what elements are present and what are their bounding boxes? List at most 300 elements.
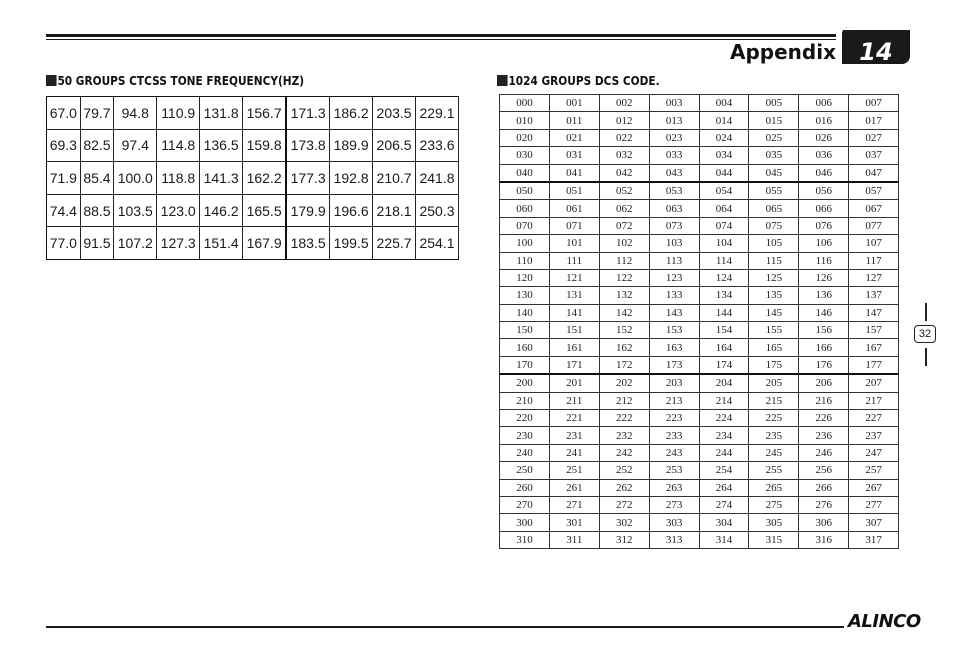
dcs-code-cell: 313: [649, 531, 699, 548]
dcs-code-cell: 221: [549, 410, 599, 427]
dcs-table-row: [500, 235, 899, 252]
dcs-code-cell: 062: [599, 200, 649, 217]
ctcss-frequency-cell: 199.5: [330, 227, 373, 260]
dcs-code-cell: 155: [749, 322, 799, 339]
dcs-code-cell: 315: [749, 531, 799, 548]
dcs-code-cell: 204: [699, 374, 749, 392]
dcs-code-cell: 150: [500, 322, 550, 339]
dcs-table-row: [500, 479, 899, 496]
dcs-code-cell: 042: [599, 164, 649, 182]
dcs-code-cell: 116: [799, 252, 849, 269]
dcs-table-row: [500, 147, 899, 164]
ctcss-frequency-cell: 79.7: [80, 97, 114, 130]
dcs-code-cell: 001: [549, 95, 599, 112]
dcs-code-cell: 206: [799, 374, 849, 392]
dcs-code-cell: 205: [749, 374, 799, 392]
dcs-code-cell: 224: [699, 410, 749, 427]
dcs-code-cell: 274: [699, 496, 749, 513]
ctcss-frequency-cell: 69.3: [47, 129, 81, 162]
dcs-code-cell: 253: [649, 462, 699, 479]
dcs-code-cell: 120: [500, 269, 550, 286]
dcs-code-cell: 075: [749, 217, 799, 234]
dcs-code-cell: 035: [749, 147, 799, 164]
dcs-code-table: [499, 94, 899, 549]
dcs-code-cell: 027: [849, 129, 899, 146]
dcs-code-cell: 236: [799, 427, 849, 444]
dcs-code-cell: 215: [749, 392, 799, 409]
dcs-code-cell: 271: [549, 496, 599, 513]
ctcss-frequency-cell: 110.9: [157, 97, 200, 130]
dcs-code-cell: 051: [549, 182, 599, 200]
dcs-code-cell: 317: [849, 531, 899, 548]
dcs-code-cell: 314: [699, 531, 749, 548]
dcs-code-cell: 234: [699, 427, 749, 444]
ctcss-frequency-cell: 203.5: [373, 97, 416, 130]
dcs-code-cell: 110: [500, 252, 550, 269]
dcs-code-cell: 114: [699, 252, 749, 269]
dcs-code-cell: 143: [649, 304, 699, 321]
ctcss-frequency-cell: 206.5: [373, 129, 416, 162]
dcs-code-cell: 007: [849, 95, 899, 112]
dcs-code-cell: 021: [549, 129, 599, 146]
dcs-code-cell: 177: [849, 356, 899, 374]
dcs-code-cell: 130: [500, 287, 550, 304]
dcs-code-cell: 157: [849, 322, 899, 339]
ctcss-table-row: [47, 162, 459, 195]
ctcss-frequency-cell: 173.8: [286, 129, 330, 162]
dcs-table-row: [500, 374, 899, 392]
ctcss-frequency-cell: 229.1: [416, 97, 459, 130]
dcs-code-cell: 244: [699, 444, 749, 461]
dcs-code-cell: 071: [549, 217, 599, 234]
dcs-code-cell: 165: [749, 339, 799, 356]
ctcss-frequency-cell: 167.9: [243, 227, 287, 260]
dcs-table-row: [500, 304, 899, 321]
dcs-code-cell: 245: [749, 444, 799, 461]
dcs-code-cell: 056: [799, 182, 849, 200]
dcs-code-cell: 064: [699, 200, 749, 217]
dcs-code-cell: 212: [599, 392, 649, 409]
dcs-table-row: [500, 95, 899, 112]
dcs-code-cell: 043: [649, 164, 699, 182]
dcs-code-cell: 134: [699, 287, 749, 304]
ctcss-frequency-cell: 177.3: [286, 162, 330, 195]
ctcss-frequency-cell: 179.9: [286, 194, 330, 227]
dcs-code-cell: 053: [649, 182, 699, 200]
dcs-code-cell: 304: [699, 514, 749, 531]
dcs-code-cell: 140: [500, 304, 550, 321]
dcs-code-cell: 222: [599, 410, 649, 427]
dcs-table-row: [500, 164, 899, 182]
ctcss-frequency-cell: 210.7: [373, 162, 416, 195]
ctcss-frequency-cell: 74.4: [47, 194, 81, 227]
dcs-code-cell: 117: [849, 252, 899, 269]
dcs-code-cell: 175: [749, 356, 799, 374]
ctcss-frequency-cell: 183.5: [286, 227, 330, 260]
dcs-code-cell: 261: [549, 479, 599, 496]
dcs-code-cell: 005: [749, 95, 799, 112]
dcs-code-cell: 252: [599, 462, 649, 479]
dcs-code-cell: 200: [500, 374, 550, 392]
dcs-code-cell: 050: [500, 182, 550, 200]
dcs-table-row: [500, 339, 899, 356]
dcs-code-cell: 105: [749, 235, 799, 252]
dcs-code-cell: 033: [649, 147, 699, 164]
dcs-code-cell: 003: [649, 95, 699, 112]
chapter-number-tab: 14: [842, 26, 910, 64]
ctcss-frequency-cell: 131.8: [200, 97, 243, 130]
dcs-code-cell: 164: [699, 339, 749, 356]
dcs-code-cell: 233: [649, 427, 699, 444]
dcs-code-cell: 136: [799, 287, 849, 304]
dcs-code-cell: 231: [549, 427, 599, 444]
ctcss-frequency-table: [46, 96, 459, 260]
dcs-code-cell: 123: [649, 269, 699, 286]
dcs-code-cell: 031: [549, 147, 599, 164]
side-marker-bottom: [925, 348, 927, 366]
dcs-code-cell: 213: [649, 392, 699, 409]
dcs-code-cell: 010: [500, 112, 550, 129]
dcs-code-cell: 002: [599, 95, 649, 112]
ctcss-frequency-cell: 196.6: [330, 194, 373, 227]
dcs-code-cell: 270: [500, 496, 550, 513]
dcs-code-cell: 263: [649, 479, 699, 496]
dcs-code-cell: 277: [849, 496, 899, 513]
dcs-table-row: [500, 217, 899, 234]
ctcss-frequency-cell: 156.7: [243, 97, 287, 130]
dcs-code-cell: 147: [849, 304, 899, 321]
ctcss-frequency-cell: 233.6: [416, 129, 459, 162]
dcs-code-cell: 000: [500, 95, 550, 112]
ctcss-frequency-cell: 97.4: [114, 129, 157, 162]
dcs-table-row: [500, 269, 899, 286]
dcs-code-cell: 063: [649, 200, 699, 217]
dcs-code-cell: 307: [849, 514, 899, 531]
dcs-code-cell: 104: [699, 235, 749, 252]
dcs-code-cell: 014: [699, 112, 749, 129]
ctcss-frequency-cell: 123.0: [157, 194, 200, 227]
dcs-code-cell: 303: [649, 514, 699, 531]
dcs-code-cell: 202: [599, 374, 649, 392]
dcs-code-cell: 302: [599, 514, 649, 531]
dcs-code-cell: 225: [749, 410, 799, 427]
ctcss-frequency-cell: 250.3: [416, 194, 459, 227]
dcs-code-cell: 020: [500, 129, 550, 146]
dcs-code-cell: 203: [649, 374, 699, 392]
dcs-code-cell: 306: [799, 514, 849, 531]
ctcss-frequency-cell: 71.9: [47, 162, 81, 195]
ctcss-frequency-cell: 171.3: [286, 97, 330, 130]
dcs-table-row: [500, 112, 899, 129]
dcs-table-row: [500, 252, 899, 269]
dcs-code-cell: 111: [549, 252, 599, 269]
dcs-code-cell: 275: [749, 496, 799, 513]
dcs-code-cell: 211: [549, 392, 599, 409]
dcs-table-row: [500, 444, 899, 461]
dcs-code-cell: 300: [500, 514, 550, 531]
dcs-code-cell: 142: [599, 304, 649, 321]
dcs-code-cell: 076: [799, 217, 849, 234]
dcs-code-cell: 024: [699, 129, 749, 146]
dcs-code-cell: 107: [849, 235, 899, 252]
dcs-code-cell: 061: [549, 200, 599, 217]
dcs-code-cell: 257: [849, 462, 899, 479]
dcs-code-cell: 113: [649, 252, 699, 269]
dcs-code-cell: 103: [649, 235, 699, 252]
dcs-table-row: [500, 410, 899, 427]
dcs-code-cell: 214: [699, 392, 749, 409]
page-title: Appendix: [730, 40, 836, 64]
dcs-code-cell: 162: [599, 339, 649, 356]
dcs-code-cell: 072: [599, 217, 649, 234]
ctcss-frequency-cell: 162.2: [243, 162, 287, 195]
dcs-code-cell: 017: [849, 112, 899, 129]
heading-square-icon: [497, 75, 508, 86]
dcs-code-cell: 015: [749, 112, 799, 129]
dcs-code-cell: 256: [799, 462, 849, 479]
dcs-table-row: [500, 182, 899, 200]
dcs-code-cell: 305: [749, 514, 799, 531]
dcs-heading-text: 1024 GROUPS DCS CODE.: [508, 74, 660, 88]
dcs-code-cell: 250: [500, 462, 550, 479]
dcs-code-cell: 067: [849, 200, 899, 217]
dcs-code-cell: 032: [599, 147, 649, 164]
ctcss-frequency-cell: 77.0: [47, 227, 81, 260]
dcs-code-cell: 060: [500, 200, 550, 217]
dcs-code-cell: 133: [649, 287, 699, 304]
dcs-code-cell: 034: [699, 147, 749, 164]
dcs-code-cell: 026: [799, 129, 849, 146]
dcs-code-cell: 301: [549, 514, 599, 531]
dcs-code-cell: 122: [599, 269, 649, 286]
ctcss-frequency-cell: 141.3: [200, 162, 243, 195]
dcs-code-cell: 223: [649, 410, 699, 427]
dcs-code-cell: 126: [799, 269, 849, 286]
dcs-code-cell: 311: [549, 531, 599, 548]
ctcss-table-row: [47, 227, 459, 260]
dcs-code-cell: 232: [599, 427, 649, 444]
ctcss-frequency-cell: 136.5: [200, 129, 243, 162]
ctcss-frequency-cell: 114.8: [157, 129, 200, 162]
dcs-table-row: [500, 322, 899, 339]
dcs-code-cell: 276: [799, 496, 849, 513]
dcs-code-cell: 112: [599, 252, 649, 269]
dcs-code-cell: 262: [599, 479, 649, 496]
dcs-code-cell: 125: [749, 269, 799, 286]
dcs-code-cell: 172: [599, 356, 649, 374]
dcs-code-cell: 260: [500, 479, 550, 496]
dcs-code-cell: 141: [549, 304, 599, 321]
ctcss-frequency-cell: 103.5: [114, 194, 157, 227]
ctcss-frequency-cell: 186.2: [330, 97, 373, 130]
dcs-code-cell: 054: [699, 182, 749, 200]
dcs-code-cell: 266: [799, 479, 849, 496]
dcs-code-cell: 057: [849, 182, 899, 200]
dcs-code-cell: 272: [599, 496, 649, 513]
ctcss-frequency-cell: 85.4: [80, 162, 114, 195]
ctcss-frequency-cell: 88.5: [80, 194, 114, 227]
side-marker-top: [925, 303, 927, 321]
dcs-code-cell: 255: [749, 462, 799, 479]
dcs-code-cell: 131: [549, 287, 599, 304]
dcs-code-cell: 254: [699, 462, 749, 479]
dcs-code-cell: 065: [749, 200, 799, 217]
dcs-code-cell: 106: [799, 235, 849, 252]
dcs-code-cell: 145: [749, 304, 799, 321]
dcs-code-cell: 265: [749, 479, 799, 496]
dcs-code-cell: 077: [849, 217, 899, 234]
heading-square-icon: [46, 75, 57, 86]
dcs-code-cell: 074: [699, 217, 749, 234]
dcs-code-cell: 316: [799, 531, 849, 548]
dcs-code-cell: 011: [549, 112, 599, 129]
ctcss-table-row: [47, 194, 459, 227]
dcs-table-row: [500, 462, 899, 479]
ctcss-frequency-cell: 91.5: [80, 227, 114, 260]
dcs-code-cell: 132: [599, 287, 649, 304]
dcs-table-row: [500, 287, 899, 304]
ctcss-frequency-cell: 189.9: [330, 129, 373, 162]
dcs-code-cell: 312: [599, 531, 649, 548]
dcs-code-cell: 115: [749, 252, 799, 269]
dcs-code-cell: 173: [649, 356, 699, 374]
dcs-code-cell: 161: [549, 339, 599, 356]
ctcss-frequency-cell: 107.2: [114, 227, 157, 260]
dcs-code-cell: 023: [649, 129, 699, 146]
dcs-code-cell: 066: [799, 200, 849, 217]
footer-rule: [46, 626, 844, 628]
dcs-code-cell: 153: [649, 322, 699, 339]
dcs-code-cell: 310: [500, 531, 550, 548]
dcs-code-cell: 264: [699, 479, 749, 496]
dcs-code-cell: 166: [799, 339, 849, 356]
dcs-code-cell: 242: [599, 444, 649, 461]
dcs-code-cell: 246: [799, 444, 849, 461]
dcs-code-cell: 013: [649, 112, 699, 129]
dcs-code-cell: 146: [799, 304, 849, 321]
dcs-code-cell: 241: [549, 444, 599, 461]
dcs-code-cell: 227: [849, 410, 899, 427]
ctcss-frequency-cell: 192.8: [330, 162, 373, 195]
dcs-code-cell: 243: [649, 444, 699, 461]
ctcss-frequency-cell: 218.1: [373, 194, 416, 227]
dcs-code-cell: 174: [699, 356, 749, 374]
dcs-table-row: [500, 531, 899, 548]
dcs-code-cell: 041: [549, 164, 599, 182]
ctcss-frequency-cell: 94.8: [114, 97, 157, 130]
dcs-code-cell: 121: [549, 269, 599, 286]
dcs-code-cell: 152: [599, 322, 649, 339]
dcs-code-cell: 167: [849, 339, 899, 356]
dcs-code-cell: 163: [649, 339, 699, 356]
ctcss-frequency-cell: 225.7: [373, 227, 416, 260]
dcs-code-cell: 100: [500, 235, 550, 252]
ctcss-frequency-cell: 118.8: [157, 162, 200, 195]
header-rule-thick: [46, 34, 836, 37]
dcs-code-cell: 237: [849, 427, 899, 444]
ctcss-frequency-cell: 165.5: [243, 194, 287, 227]
dcs-code-cell: 226: [799, 410, 849, 427]
dcs-table-row: [500, 392, 899, 409]
ctcss-frequency-cell: 151.4: [200, 227, 243, 260]
dcs-code-cell: 154: [699, 322, 749, 339]
dcs-code-cell: 135: [749, 287, 799, 304]
dcs-code-cell: 137: [849, 287, 899, 304]
dcs-code-cell: 217: [849, 392, 899, 409]
ctcss-frequency-cell: 82.5: [80, 129, 114, 162]
dcs-code-cell: 037: [849, 147, 899, 164]
dcs-table-row: [500, 496, 899, 513]
dcs-code-cell: 235: [749, 427, 799, 444]
ctcss-table-row: [47, 129, 459, 162]
dcs-code-cell: 047: [849, 164, 899, 182]
dcs-code-cell: 101: [549, 235, 599, 252]
dcs-code-cell: 176: [799, 356, 849, 374]
dcs-table-row: [500, 356, 899, 374]
dcs-code-cell: 030: [500, 147, 550, 164]
ctcss-frequency-cell: 100.0: [114, 162, 157, 195]
dcs-code-cell: 144: [699, 304, 749, 321]
dcs-code-cell: 045: [749, 164, 799, 182]
dcs-table-row: [500, 514, 899, 531]
dcs-code-cell: 044: [699, 164, 749, 182]
ctcss-frequency-cell: 127.3: [157, 227, 200, 260]
dcs-code-cell: 073: [649, 217, 699, 234]
page-number: 32: [914, 325, 936, 343]
dcs-code-cell: 022: [599, 129, 649, 146]
dcs-code-cell: 025: [749, 129, 799, 146]
ctcss-table-row: [47, 97, 459, 130]
ctcss-heading-text: 50 GROUPS CTCSS TONE FREQUENCY(HZ): [57, 74, 305, 88]
dcs-table-row: [500, 427, 899, 444]
dcs-code-cell: 230: [500, 427, 550, 444]
ctcss-frequency-cell: 254.1: [416, 227, 459, 260]
ctcss-frequency-cell: 67.0: [47, 97, 81, 130]
dcs-table-row: [500, 200, 899, 217]
dcs-code-cell: 216: [799, 392, 849, 409]
dcs-code-cell: 220: [500, 410, 550, 427]
dcs-table-row: [500, 129, 899, 146]
dcs-code-cell: 171: [549, 356, 599, 374]
brand-logo: ALINCO: [848, 611, 921, 632]
ctcss-section-heading: [46, 74, 304, 88]
dcs-code-cell: 102: [599, 235, 649, 252]
dcs-code-cell: 055: [749, 182, 799, 200]
dcs-code-cell: 151: [549, 322, 599, 339]
dcs-code-cell: 127: [849, 269, 899, 286]
dcs-code-cell: 124: [699, 269, 749, 286]
ctcss-frequency-cell: 146.2: [200, 194, 243, 227]
dcs-code-cell: 006: [799, 95, 849, 112]
dcs-code-cell: 156: [799, 322, 849, 339]
dcs-code-cell: 052: [599, 182, 649, 200]
ctcss-frequency-cell: 241.8: [416, 162, 459, 195]
dcs-code-cell: 251: [549, 462, 599, 479]
dcs-code-cell: 016: [799, 112, 849, 129]
dcs-code-cell: 267: [849, 479, 899, 496]
dcs-code-cell: 004: [699, 95, 749, 112]
ctcss-frequency-cell: 159.8: [243, 129, 287, 162]
dcs-code-cell: 201: [549, 374, 599, 392]
dcs-code-cell: 036: [799, 147, 849, 164]
dcs-code-cell: 247: [849, 444, 899, 461]
dcs-code-cell: 207: [849, 374, 899, 392]
dcs-code-cell: 012: [599, 112, 649, 129]
dcs-code-cell: 170: [500, 356, 550, 374]
dcs-code-cell: 046: [799, 164, 849, 182]
dcs-code-cell: 040: [500, 164, 550, 182]
dcs-code-cell: 210: [500, 392, 550, 409]
